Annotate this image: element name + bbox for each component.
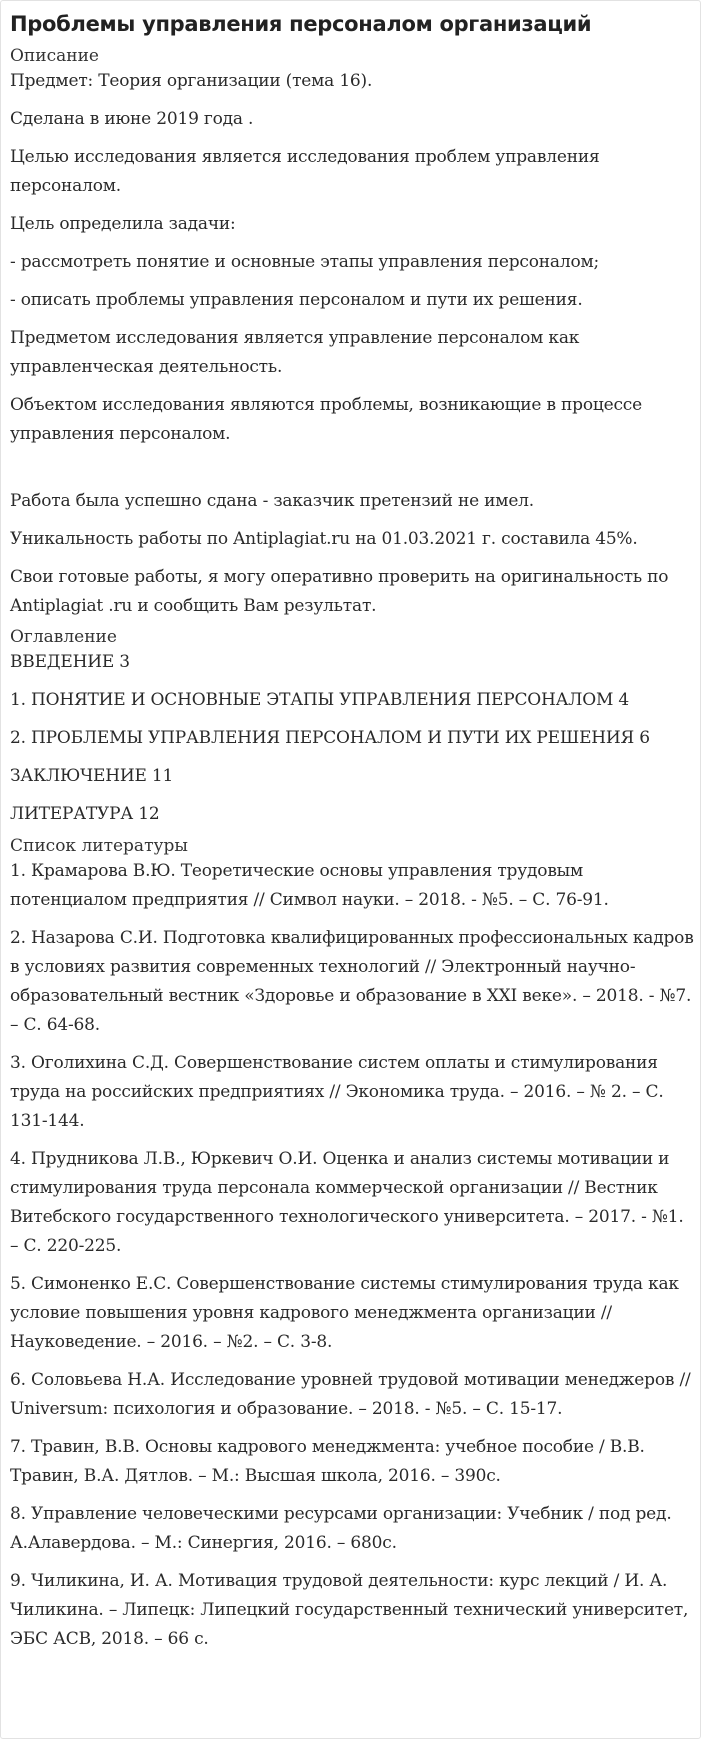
document-content — [10, 9, 694, 1654]
note-paragraph: Уникальность работы по Antiplagiat.ru на 01.03.2021 г. составила 45%. — [10, 529, 638, 549]
description-paragraph: - описать проблемы управления персоналом и пути их решения. — [10, 290, 583, 310]
toc-item: ВВЕДЕНИЕ 3 — [10, 652, 130, 672]
literature-item: 3. Оголихина С.Д. Совершенствование систем оплаты и стимулирования труда на российских предприятиях // Экономика труда. – 2016. – № 2. – С. 131-144. — [10, 1053, 664, 1131]
toc-label: Оглавление — [10, 627, 117, 647]
description-paragraph: Предметом исследования является управление персоналом как управленческая деятельность. — [10, 328, 580, 377]
description-label: Описание — [10, 46, 99, 66]
blank-spacer — [10, 449, 694, 487]
literature-item: 4. Прудникова Л.В., Юркевич О.И. Оценка и анализ системы мотивации и стимулирования труда персонала коммерческой организации // Вестник Витебского государственного технологического университета. – 2017. - №1. – С. 220-225. — [10, 1149, 684, 1256]
description-paragraph: Цель определила задачи: — [10, 214, 236, 234]
page-title: Проблемы управления персоналом организаций — [10, 12, 592, 36]
literature-item: 7. Травин, В.В. Основы кадрового менеджмента: учебное пособие / В.В. Травин, В.А. Дятлов. – М.: Высшая школа, 2016. – 390с. — [10, 1437, 645, 1486]
note-paragraph: Работа была успешно сдана - заказчик претензий не имел. — [10, 491, 534, 511]
toc-item: 2. ПРОБЛЕМЫ УПРАВЛЕНИЯ ПЕРСОНАЛОМ И ПУТИ ИХ РЕШЕНИЯ 6 — [10, 728, 650, 748]
literature-item: 9. Чиликина, И. А. Мотивация трудовой деятельности: курс лекций / И. А. Чиликина. – Липецк: Липецкий государственный технический университет, ЭБС АСВ, 2018. – 66 с. — [10, 1571, 689, 1649]
description-paragraph: Объектом исследования являются проблемы, возникающие в процессе управления персоналом. — [10, 395, 642, 444]
literature-item: 5. Симоненко Е.С. Совершенствование системы стимулирования труда как условие повышения уровня кадрового менеджмента организации // Науковедение. – 2016. – №2. – С. 3-8. — [10, 1274, 679, 1352]
description-paragraph: Предмет: Теория организации (тема 16). — [10, 71, 373, 91]
literature-item: 2. Назарова С.И. Подготовка квалифицированных профессиональных кадров в условиях развития современных технологий // Электронный научно-образовательный вестник «Здоровье и образование в XXI веке». – 2018. - №7. – С. 64-68. — [10, 928, 694, 1035]
toc-item: ЛИТЕРАТУРА 12 — [10, 804, 160, 824]
literature-item: 6. Соловьева Н.А. Исследование уровней трудовой мотивации менеджеров // Universum: психология и образование. – 2018. - №5. – С. 15-17. — [10, 1370, 691, 1419]
note-paragraph: Свои готовые работы, я могу оперативно проверить на оригинальность по Antiplagiat .ru и сообщить Вам результат. — [10, 567, 669, 616]
literature-item: 1. Крамарова В.Ю. Теоретические основы управления трудовым потенциалом предприятия // Символ науки. – 2018. - №5. – С. 76-91. — [10, 861, 609, 910]
toc-item: ЗАКЛЮЧЕНИЕ 11 — [10, 766, 174, 786]
description-paragraph: - рассмотреть понятие и основные этапы управления персоналом; — [10, 252, 600, 272]
toc-item: 1. ПОНЯТИЕ И ОСНОВНЫЕ ЭТАПЫ УПРАВЛЕНИЯ ПЕРСОНАЛОМ 4 — [10, 690, 630, 710]
description-paragraph: Целью исследования является исследования проблем управления персоналом. — [10, 147, 600, 196]
literature-item: 8. Управление человеческими ресурсами организации: Учебник / под ред. А.Алавердова. – М.: Синергия, 2016. – 680с. — [10, 1504, 672, 1553]
literature-label: Список литературы — [10, 836, 188, 856]
description-paragraph: Сделана в июне 2019 года . — [10, 109, 254, 129]
